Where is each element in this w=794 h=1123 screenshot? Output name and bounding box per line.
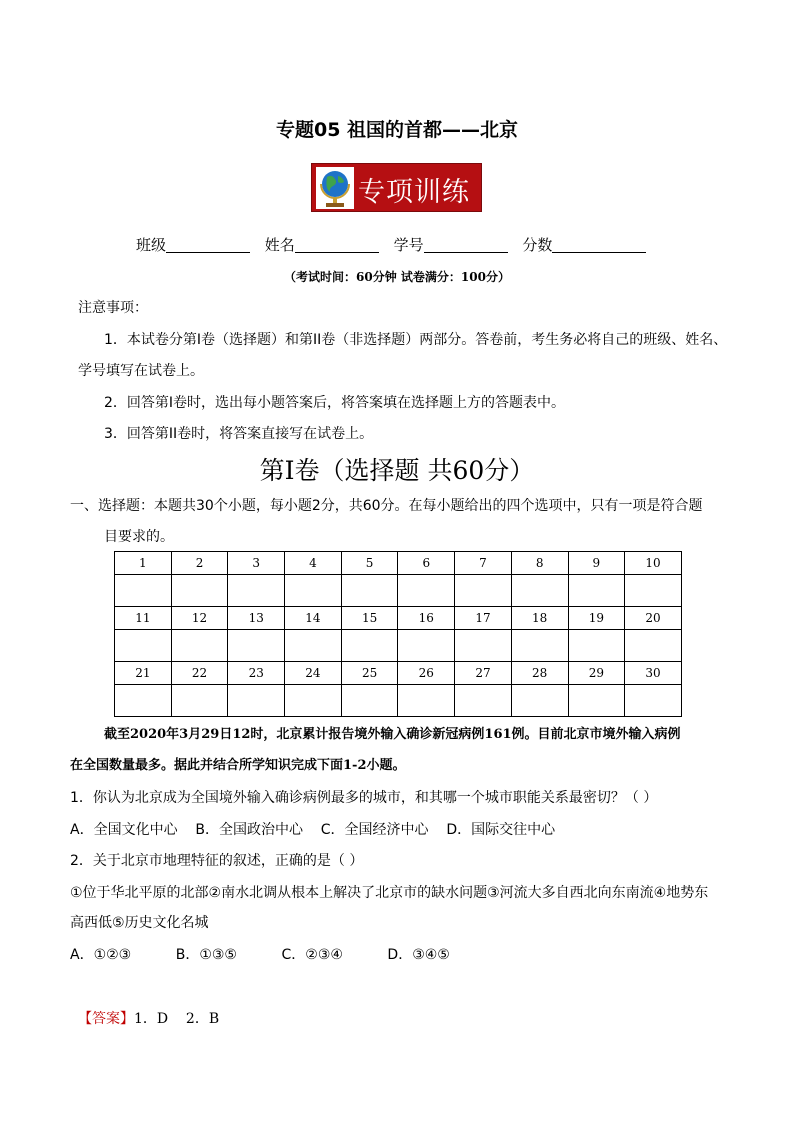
question-2-statements: ①位于华北平原的北部②南水北调从根本上解决了北京市的缺水问题③河流大多自西北向东南流④地势东 (70, 885, 709, 901)
answer-cell[interactable] (228, 685, 285, 717)
answer-cell[interactable] (625, 630, 682, 662)
grid-number: 28 (511, 662, 568, 685)
grid-number: 26 (398, 662, 455, 685)
answer-text: 1．D 2．B (134, 1011, 220, 1027)
answer-cell[interactable] (285, 685, 342, 717)
grid-number: 23 (228, 662, 285, 685)
answer-label: 【答案】 (78, 1011, 134, 1027)
question-2-options: A．①②③ B．①③⑤ C．②③④ D．③④⑤ (70, 947, 450, 963)
answer-cell[interactable] (398, 685, 455, 717)
answer-cell[interactable] (171, 685, 228, 717)
grid-number: 30 (625, 662, 682, 685)
answer-cell[interactable] (568, 575, 625, 607)
notice-item-2: 2．回答第I卷时，选出每小题答案后，将答案填在选择题上方的答题表中。 (104, 395, 566, 411)
answer-cell[interactable] (228, 630, 285, 662)
grid-number: 11 (115, 607, 172, 630)
grid-number: 14 (285, 607, 342, 630)
grid-number: 25 (341, 662, 398, 685)
grid-number: 8 (511, 552, 568, 575)
class-label: 班级 (136, 236, 167, 254)
reading-passage: 截至2020年3月29日12时，北京累计报告境外输入确诊新冠病例161例。目前北京市境外输入病例 (104, 727, 681, 742)
answer-cell[interactable] (455, 575, 512, 607)
class-blank[interactable] (166, 236, 250, 253)
grid-number: 9 (568, 552, 625, 575)
exam-info: （考试时间：60分钟 试卷满分：100分） (284, 270, 510, 284)
grid-number: 5 (341, 552, 398, 575)
answer-grid-number-row (115, 607, 682, 630)
number-blank[interactable] (424, 236, 508, 253)
name-blank[interactable] (295, 236, 379, 253)
grid-number: 10 (625, 552, 682, 575)
answer-cell[interactable] (398, 630, 455, 662)
question-1-stem: 1．你认为北京成为全国境外输入确诊病例最多的城市，和其哪一个城市职能关系最密切？（ ） (70, 790, 658, 806)
answer-grid-blank-row (115, 575, 682, 607)
question-1-options: A．全国文化中心 B．全国政治中心 C．全国经济中心 D．国际交往中心 (70, 822, 556, 838)
answer-grid-blank-row (115, 630, 682, 662)
answer-cell[interactable] (341, 575, 398, 607)
grid-number: 1 (115, 552, 172, 575)
answer-cell[interactable] (398, 575, 455, 607)
score-label: 分数 (522, 236, 553, 254)
answer-line (78, 1008, 219, 1028)
answer-cell[interactable] (228, 575, 285, 607)
answer-cell[interactable] (285, 630, 342, 662)
answer-cell[interactable] (568, 685, 625, 717)
special-training-badge (311, 163, 482, 212)
answer-cell[interactable] (568, 630, 625, 662)
grid-number: 16 (398, 607, 455, 630)
grid-number: 2 (171, 552, 228, 575)
answer-cell[interactable] (341, 630, 398, 662)
answer-cell[interactable] (455, 630, 512, 662)
answer-cell[interactable] (511, 685, 568, 717)
question-2-stem: 2．关于北京市地理特征的叙述，正确的是（ ） (70, 853, 364, 869)
answer-grid-blank-row (115, 685, 682, 717)
answer-cell[interactable] (455, 685, 512, 717)
grid-number: 21 (115, 662, 172, 685)
answer-grid-number-row (115, 552, 682, 575)
number-label: 学号 (393, 236, 424, 254)
grid-number: 19 (568, 607, 625, 630)
answer-cell[interactable] (171, 575, 228, 607)
student-info-fields (136, 234, 656, 255)
answer-cell[interactable] (115, 685, 172, 717)
score-blank[interactable] (552, 236, 646, 253)
grid-number: 6 (398, 552, 455, 575)
notice-item-3: 3．回答第II卷时，将答案直接写在试卷上。 (104, 426, 374, 442)
question-2-statements-cont: 高西低⑤历史文化名城 (70, 915, 209, 931)
grid-number: 27 (455, 662, 512, 685)
grid-number: 20 (625, 607, 682, 630)
grid-number: 22 (171, 662, 228, 685)
name-label: 姓名 (264, 236, 295, 254)
section-one-instruction: 一、选择题：本题共30个小题，每小题2分，共60分。在每小题给出的四个选项中，只有一项是符合题 (70, 498, 703, 514)
grid-number: 17 (455, 607, 512, 630)
grid-number: 24 (285, 662, 342, 685)
answer-cell[interactable] (625, 575, 682, 607)
answer-cell[interactable] (171, 630, 228, 662)
grid-number: 3 (228, 552, 285, 575)
grid-number: 18 (511, 607, 568, 630)
grid-number: 7 (455, 552, 512, 575)
notice-item-1-cont: 学号填写在试卷上。 (78, 363, 204, 379)
answer-cell[interactable] (625, 685, 682, 717)
answer-cell[interactable] (511, 630, 568, 662)
answer-cell[interactable] (511, 575, 568, 607)
badge-text: 专项训练 (358, 177, 470, 208)
notice-heading: 注意事项： (78, 300, 148, 316)
globe-icon (316, 167, 354, 209)
grid-number: 13 (228, 607, 285, 630)
grid-number: 12 (171, 607, 228, 630)
answer-cell[interactable] (115, 575, 172, 607)
answer-cell[interactable] (115, 630, 172, 662)
answer-cell[interactable] (285, 575, 342, 607)
reading-passage-cont: 在全国数量最多。据此并结合所学知识完成下面1-2小题。 (70, 758, 406, 773)
section-one-instruction-cont: 目要求的。 (104, 529, 174, 545)
grid-number: 4 (285, 552, 342, 575)
part-one-title: 第I卷（选择题 共60分） (259, 456, 535, 485)
notice-item-1: 1．本试卷分第I卷（选择题）和第II卷（非选择题）两部分。答卷前，考生务必将自己的班级、姓名、 (104, 332, 728, 348)
answer-grid-number-row (115, 662, 682, 685)
page-title: 专题05 祖国的首都——北京 (275, 119, 519, 141)
answer-cell[interactable] (341, 685, 398, 717)
grid-number: 15 (341, 607, 398, 630)
answer-grid (114, 551, 682, 717)
grid-number: 29 (568, 662, 625, 685)
